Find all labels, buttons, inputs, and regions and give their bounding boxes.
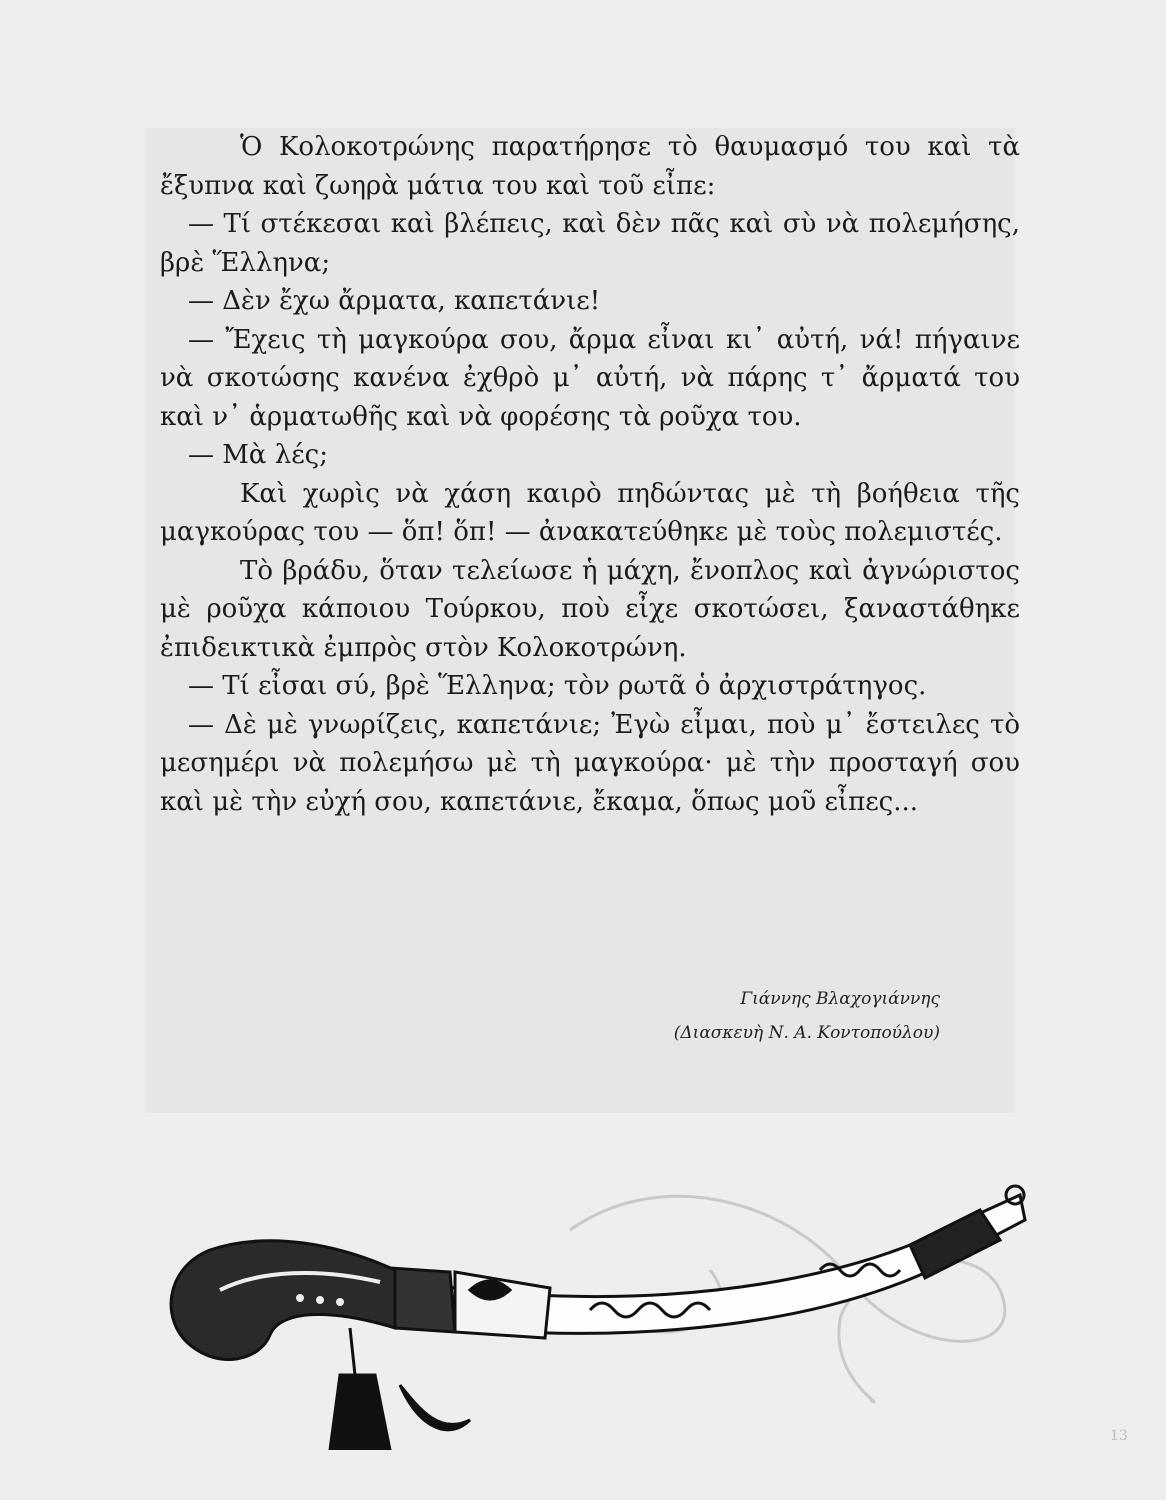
paragraph-narration: Ὁ Κολοκοτρώνης παρατήρησε τὸ θαυμασμό του καὶ τὰ ἔξυπνα καὶ ζωηρὰ μάτια του καὶ τοῦ εἶπε:	[160, 132, 1020, 201]
paragraph-dialogue: — Δὲ μὲ γνωρίζεις, καπετάνιε; Ἐγὼ εἶμαι, ποὺ μ᾿ ἔστειλες τὸ μεσημέρι νὰ πολεμήσω μὲ τὴ μαγκούρα· μὲ τὴν προσταγή σου καὶ μὲ τὴν εὐχή σου, καπετάνιε, ἔκαμα, ὅπως μοῦ εἶπες...	[160, 709, 1020, 817]
author-name: Γιάννης Βλαχογιάννης	[740, 989, 940, 1009]
page-number: 13	[1110, 1428, 1128, 1444]
signature	[560, 982, 940, 1050]
paragraph-dialogue: — Τί στέκεσαι καὶ βλέπεις, καὶ δὲν πᾶς καὶ σὺ νὰ πολεμήσης, βρὲ Ἕλληνα;	[160, 209, 1020, 278]
paragraph-narration: Τὸ βράδυ, ὅταν τελείωσε ἡ μάχη, ἔνοπλος καὶ ἀγνώριστος μὲ ροῦχα κάποιου Τούρκου, ποὺ εἶχε σκοτώσει, ξαναστάθηκε ἐπιδεικτικὰ ἐμπρὸς στὸν Κολοκοτρώνη.	[160, 555, 1020, 663]
tassel	[330, 1328, 470, 1450]
paragraph-dialogue: — Τί εἶσαι σύ, βρὲ Ἕλληνα; τὸν ρωτᾶ ὁ ἀρχιστράτηγος.	[188, 671, 927, 701]
dagger-with-tassel-icon	[150, 1150, 1050, 1450]
locket	[390, 1268, 550, 1338]
paragraph-narration: Καὶ χωρὶς νὰ χάση καιρὸ πηδώντας μὲ τὴ βοήθεια τῆς μαγκούρας του — ὅπ! ὅπ! — ἀνακατεύθηκε μὲ τοὺς πολεμιστές.	[160, 478, 1020, 547]
paragraph-dialogue: — Δὲν ἔχω ἄρματα, καπετάνιε!	[188, 286, 601, 316]
story-text	[160, 128, 1020, 821]
paragraph-dialogue: — Ἔχεις τὴ μαγκούρα σου, ἄρμα εἶναι κι᾿ αὐτή, νά! πήγαινε νὰ σκοτώσης κανένα ἐχθρὸ μ᾿ αὐτή, νὰ πάρης τ᾿ ἄρματά του καὶ ν᾿ ἁρματωθῆς καὶ νὰ φορέσης τὰ ροῦχα του.	[160, 324, 1020, 432]
paragraph-dialogue: — Μὰ λές;	[188, 440, 328, 470]
handle	[171, 1241, 395, 1360]
adaptation-credit: (Διασκευὴ Ν. Α. Κοντοπούλου)	[673, 1023, 940, 1043]
